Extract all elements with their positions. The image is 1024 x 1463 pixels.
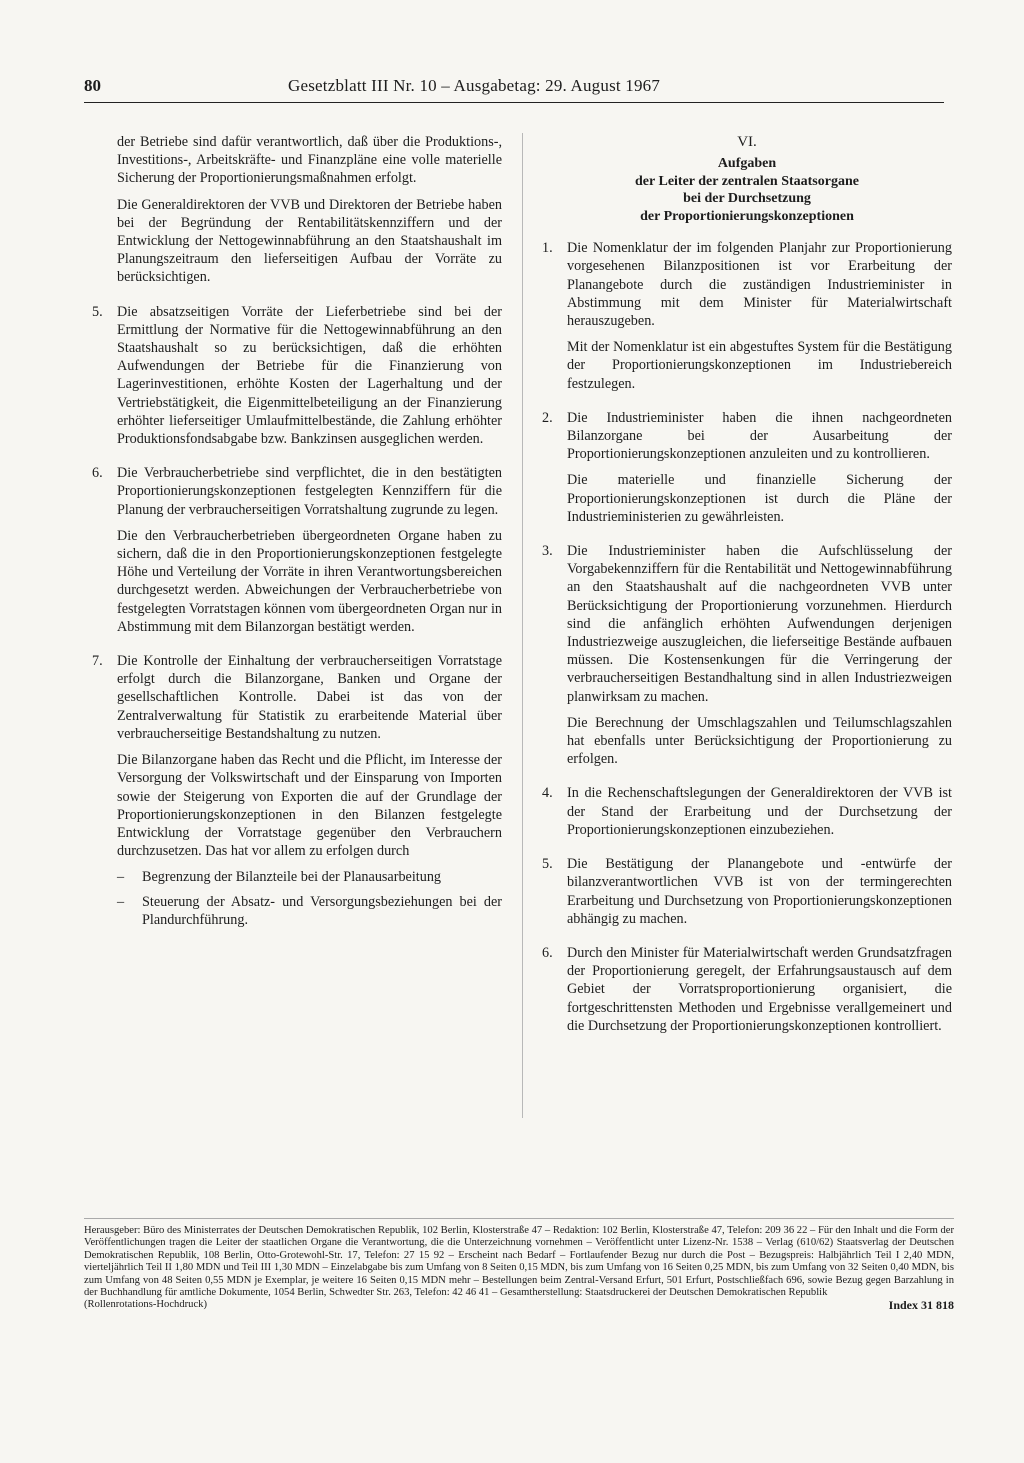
- dash-list-item: [92, 868, 502, 886]
- paragraph: Die Industrieminister haben die ihnen nachgeordneten Bilanzorgane bei der Ausarbeitung der Proportionierungskonzeptionen anzuleiten und zu kontrollieren.: [567, 409, 952, 463]
- item-number: 7.: [92, 653, 103, 670]
- paragraph: Die den Verbraucherbetrieben übergeordneten Organe haben zu sichern, daß die in den Proportionierungskonzeptionen festgelegte Höhe und Verteilung der Vorräte in ihren Verantwortungsbereichen durchgesetzt werden. Abweichungen der Verbraucherbetriebe von festgelegten Vorratstagen können vom übergeordneten Organ nur in Abstimmung mit dem Bilanzorgan bestätigt werden.: [117, 527, 502, 635]
- header-rule: [84, 102, 944, 103]
- left-column: [92, 133, 502, 935]
- section-heading-line: bei der Durchsetzung: [683, 191, 811, 207]
- section-number: VI.: [737, 134, 757, 150]
- list-item: [92, 652, 502, 860]
- imprint-text: Herausgeber: Büro des Ministerrates der Deutschen Demokratischen Republik, 102 Berlin, Klosterstraße 47 – Redaktion: 102 Berlin, Klosterstraße 47, Telefon: 209 36 22 – Für den Inhalt und die Form der Veröffentlichungen tragen die Leiter der staatlichen Organe die Verantwortung, die die Unterzeichnung vornehmen – Veröffentlicht unter Lizenz-Nr. 1538 – Verlag (610/62) Staatsverlag der Deutschen Demokratischen Republik, 108 Berlin, Otto-Grotewohl-Str. 17, Telefon: 27 15 92 – Erscheint nach Bedarf – Fortlaufender Bezug nur durch die Post – Bezugspreis: Halbjährlich Teil I 2,40 MDN, vierteljährlich Teil II 1,80 MDN und Teil III 1,30 MDN – Einzelabgabe bis zum Umfang von 8 Seiten 0,15 MDN, bis zum Umfang von 16 Seiten 0,25 MDN, bis zum Umfang von 32 Seiten 0,40 MDN, bis zum Umfang von 48 Seiten 0,55 MDN je Exemplar, je weitere 16 Seiten 0,15 MDN mehr – Bestellungen beim Zentral-Versand Erfurt, 501 Erfurt, Postschließfach 696, sowie Bezug gegen Barzahlung in der Buchhandlung für amtliche Dokumente, 1054 Berlin, Schwedter Str. 263, Telefon: 42 46 41 – Gesamtherstellung: Staatsdruckerei der Deutschen Demokratischen Republik: [84, 1225, 954, 1299]
- item-number: 3.: [542, 543, 553, 560]
- item-number: 6.: [542, 944, 553, 961]
- footer-rule: [84, 1218, 954, 1219]
- list-item: [542, 784, 952, 839]
- list-item: [542, 855, 952, 928]
- item-number: 1.: [542, 240, 553, 257]
- paragraph: Die Generaldirektoren der VVB und Direktoren der Betriebe haben bei der Begründung der Rentabilitätskennziffern und der Entwicklung der Nettogewinnabführung an den Staatshaushalt im Planungszeitraum den lieferseitigen Aufbau der Vorräte zu berücksichtigen.: [117, 196, 502, 286]
- dash-mark: –: [117, 869, 125, 886]
- paragraph: Die absatzseitigen Vorräte der Lieferbetriebe sind bei der Ermittlung der Normative für die Nettogewinnabführung an den Staatshaushalt so zu berücksichtigen, daß die erhöhten Aufwendungen der Betriebe für die Finanzierung von Lagerinvestitionen, erhöhte Kosten der Lagerhaltung und der Vertriebstätigkeit, die Eigenmittelbeteiligung an der Finanzierung erhöhter lieferseitiger Umlaufmittelbestände, die Zahlung erhöhter Produktionsfondsabgabe bzw. Bankzinsen ausgeglichen werden.: [117, 303, 502, 448]
- footer-last-line: [84, 1299, 954, 1311]
- dash-text: Steuerung der Absatz- und Versorgungsbeziehungen bei der Plandurchführung.: [142, 893, 502, 928]
- dash-mark: –: [117, 893, 125, 910]
- right-column: [542, 133, 952, 1043]
- section-heading-line: Aufgaben: [717, 156, 777, 172]
- list-item: [542, 239, 952, 393]
- paragraph: In die Rechenschaftslegungen der Generaldirektoren der VVB ist der Stand der Erarbeitung und der Durchsetzung der Proportionierungskonzeptionen einzubeziehen.: [567, 785, 952, 838]
- paragraph: Die Bilanzorgane haben das Recht und die Pflicht, im Interesse der Versorgung der Volkswirtschaft und der Einsparung von Importen sowie der Steigerung von Exporten die auf der Grundlage der Proportionierungskonzeptionen in den Bilanzen festgelegte Entwicklung der Vorratstage gegenüber den Verbrauchern durchzusetzen. Das hat vor allem zu erfolgen durch: [117, 752, 502, 860]
- print-method: (Rollenrotations-Hochdruck): [84, 1299, 207, 1311]
- section-heading: [542, 155, 952, 225]
- page-number: 80: [84, 76, 101, 95]
- page-header: [84, 76, 944, 102]
- dash-text: Begrenzung der Bilanzteile bei der Planausarbeitung: [142, 869, 442, 886]
- list-item: [92, 464, 502, 636]
- paragraph: Die materielle und finanzielle Sicherung der Proportionierungskonzeptionen ist durch die Pläne der Industrieministerien zu gewährleisten.: [567, 472, 952, 525]
- paragraph: Die Bestätigung der Planangebote und -entwürfe der bilanzverantwortlichen VVB ist von der termingerechten Erarbeitung und Durchsetzung von Proportionierungskonzeptionen abhängig zu machen.: [567, 856, 952, 927]
- list-item: [542, 409, 952, 526]
- list-item: [542, 542, 952, 768]
- section-heading-line: der Leiter der zentralen Staatsorgane: [635, 173, 859, 189]
- column-divider: [522, 133, 523, 1118]
- paragraph: Die Verbraucherbetriebe sind verpflichtet, die in den bestätigten Proportionierungskonzeptionen festgelegten Kennziffern für die Planung der verbraucherseitigen Vorratshaltung zugrunde zu legen.: [117, 465, 502, 518]
- paragraph: der Betriebe sind dafür verantwortlich, daß über die Produktions-, Investitions-, Arbeitskräfte- und Finanzpläne eine volle materielle Sicherung der Proportionierungsmaßnahmen erfolgt.: [117, 134, 502, 187]
- index-number: Index 31 818: [888, 1298, 954, 1313]
- item-number: 4.: [542, 785, 553, 802]
- paragraph: Die Nomenklatur der im folgenden Planjahr zur Proportionierung vorgesehenen Bilanzpositionen ist vor Erarbeitung der Planangebote durch die zuständigen Industrieminister in Abstimmung mit dem Minister für Materialwirtschaft herauszugeben.: [567, 240, 952, 330]
- dash-list-item: [92, 893, 502, 929]
- paragraph: Durch den Minister für Materialwirtschaft werden Grundsatzfragen der Proportionierung geregelt, der Erfahrungsaustausch auf dem Gebiet der Vorratsproportionierung organisiert, die fortgeschrittensten Methoden und Ergebnisse verallgemeinert und die Durchsetzung der Proportionierungskonzeptionen kontrolliert.: [567, 944, 952, 1034]
- list-item: [92, 303, 502, 449]
- paragraph: Die Kontrolle der Einhaltung der verbraucherseitigen Vorratstage erfolgt durch die Bilanzorgane, Banken und Organe der gesellschaftlichen Kontrolle. Dabei ist das von der Zentralverwaltung für Statistik zu erarbeitende Material über verbraucherseitige Bestandshaltung zu nutzen.: [117, 653, 502, 742]
- item-number: 5.: [92, 303, 103, 320]
- item-number: 5.: [542, 856, 553, 873]
- paragraph: Mit der Nomenklatur ist ein abgestuftes System für die Bestätigung der Proportionierungskonzeptionen im Industriebereich festzulegen.: [567, 339, 952, 392]
- paragraph: Die Berechnung der Umschlagszahlen und Teilumschlagszahlen hat ebenfalls unter Berücksichtigung der Proportionierung zu erfolgen.: [567, 714, 952, 768]
- imprint-footer: [84, 1225, 954, 1312]
- item-number: 2.: [542, 409, 553, 426]
- list-item: [542, 944, 952, 1035]
- item-number: 6.: [92, 465, 103, 482]
- header-title: Gesetzblatt III Nr. 10 – Ausgabetag: 29. August 1967: [288, 76, 661, 95]
- section-heading-line: der Proportionierungskonzeptionen: [640, 208, 854, 224]
- paragraph: Die Industrieminister haben die Aufschlüsselung der Vorgabekennziffern für die Rentabilität und Nettogewinnabführung an den Staatshaushalt auf die nachgeordneten VVB unter Berücksichtigung der Proportionierung vorzunehmen. Hierdurch sind die anfänglich erhöhten Aufwendungen derjenigen Industriezweige auszugleichen, die lieferseitige Bestände aufbauen müssen. Die Kostensenkungen für die Verringerung der verbraucherseitigen Bestandhaltung sind in allen Industriezweigen planwirksam zu machen.: [567, 543, 952, 705]
